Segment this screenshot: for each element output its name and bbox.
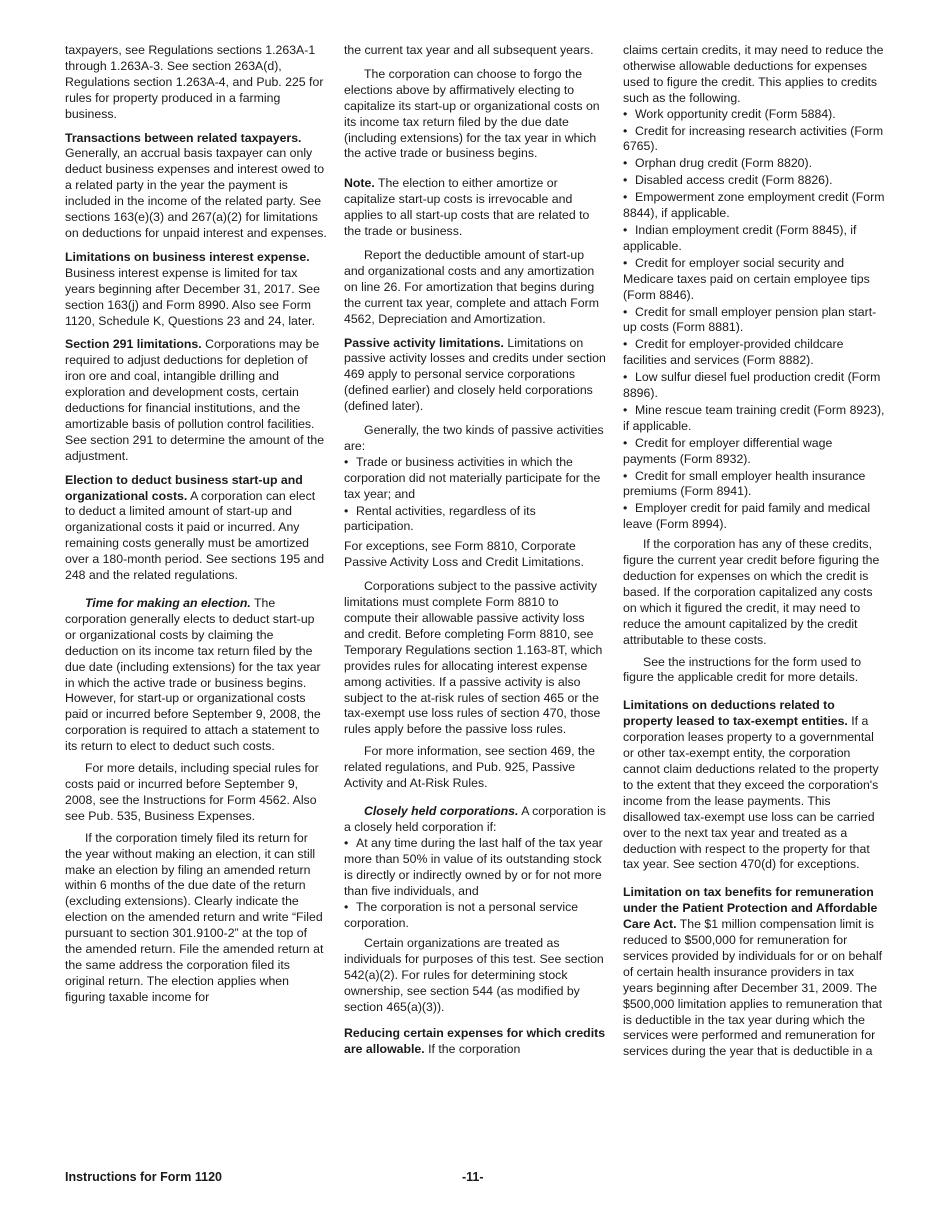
paragraph: If the corporation timely filed its return for the year without making an election, it can still make an election by filing an amended return within 6 months of the due date of the return (excluding extensions). Clearly indicate the election on the amended return and write “Filed pursuant to section 301.9100-2” at the top of the amended return. File the amended return at the same address the corporation filed its original return. The election applies when figuring taxable income for bbox=[65, 830, 324, 1004]
paragraph: See the instructions for the form used to figure the applicable credit for more details. bbox=[623, 654, 862, 685]
list-item: • Work opportunity credit (Form 5884). bbox=[623, 106, 836, 121]
paragraph: taxpayers, see Regulations sections 1.263A-1 through 1.263A-3. See section 263A(d), Regulations section 1.263A-4, and Pub. 225 for rules for property produced in a farming business. bbox=[65, 43, 324, 121]
paragraph bbox=[623, 698, 885, 873]
paragraph: Certain organizations are treated as individuals for purposes of this test. See section 542(a)(2). For rules for determining stock ownership, see section 544 (as modified by section 465(a)(3)). bbox=[344, 936, 604, 1014]
paragraph-text: A corporation is a closely held corporation if: bbox=[344, 803, 606, 834]
list-item: • At any time during the last half of the tax year more than 50% in value of its outstanding stock is directly or indirectly owned by or for not more than five individuals, and bbox=[344, 835, 603, 898]
paragraph: If the corporation has any of these credits, figure the current year credit before figuring the deduction for expenses on which the credit is based. If the corporation capitalized any costs on which it figured the credit, it may need to reduce the amount capitalized by the credit attributable to these costs. bbox=[623, 537, 880, 647]
section-heading: Transactions between related taxpayers. bbox=[65, 130, 302, 145]
paragraph bbox=[65, 337, 327, 464]
note-text: The election to either amortize or capitalize start-up costs is irrevocable and applies to all start-up costs that are related to the trade or business. bbox=[344, 176, 590, 239]
list-item: • The corporation is not a personal service corporation. bbox=[344, 900, 579, 931]
list-item: • Credit for employer differential wage payments (Form 8932). bbox=[623, 435, 833, 466]
note-label: Note. bbox=[344, 176, 375, 191]
section-heading: Limitations on deductions related to property leased to tax-exempt entities. bbox=[623, 698, 848, 729]
paragraph: Corporations subject to the passive activity limitations must complete Form 8810 to compute their allowable passive activity loss and credit. Before completing Form 8810, see Temporary Regulations section 1.163-8T, which provides rules for allocating interest expense among activities. If a passive activity is also subject to the at-risk rules of section 465 or the tax-exempt use loss rules of section 470, those rules apply before the passive loss rules. bbox=[344, 579, 603, 737]
paragraph: For exceptions, see Form 8810, Corporate Passive Activity Loss and Credit Limitations. bbox=[344, 539, 584, 570]
paragraph-text: Generally, an accrual basis taxpayer can only deduct business expenses and interest owed to a related party in the year the payment is included in the income of the related party. See sections 163(e)(3) and 267(a)(2) for limitations on deductions for unpaid interest and expenses. bbox=[65, 146, 327, 240]
paragraph: the current tax year and all subsequent years. bbox=[344, 43, 594, 57]
paragraph: Generally, the two kinds of passive activities are: bbox=[344, 423, 604, 453]
bullet-list bbox=[344, 455, 606, 536]
paragraph-text: Corporations may be required to adjust deductions for depletion of iron ore and coal, intangible drilling and exploration and development costs, certain deductions for financial institutions, and the amortizable basis of pollution control facilities. See section 291 to determine the amount of the adjustment. bbox=[65, 337, 325, 463]
paragraph bbox=[65, 596, 327, 755]
column-2 bbox=[344, 43, 606, 1066]
list-item: • Low sulfur diesel fuel production credit (Form 8896). bbox=[623, 370, 881, 401]
list-item: • Credit for employer-provided childcare facilities and services (Form 8882). bbox=[623, 337, 844, 368]
paragraph-text: If the corporation bbox=[428, 1041, 521, 1056]
paragraph: The corporation can choose to forgo the elections above by affirmatively electing to capitalize its start-up or organizational costs on its income tax return filed by the due date (including extensions) for the tax year in which the active trade or business begins. bbox=[344, 66, 600, 161]
list-item: • Rental activities, regardless of its participation. bbox=[344, 503, 536, 534]
paragraph: For more details, including special rules for costs paid or incurred before September 9, 2008, see the Instructions for Form 4562. Also see Pub. 535, Business Expenses. bbox=[65, 761, 319, 823]
paragraph bbox=[344, 804, 606, 836]
list-item: • Credit for small employer health insurance premiums (Form 8941). bbox=[623, 468, 866, 499]
section-heading: Election to deduct business start-up and organizational costs. bbox=[65, 472, 303, 503]
paragraph-text: Business interest expense is limited for tax years beginning after December 31, 2017. See section 163(j) and Form 8990. Also see Form 1120, Schedule K, Questions 23 and 24, later. bbox=[65, 265, 320, 328]
paragraph: claims certain credits, it may need to reduce the otherwise allowable deductions for expenses used to figure the credit. This applies to credits such as the following. bbox=[623, 43, 884, 105]
credits-list bbox=[623, 107, 885, 534]
section-heading: Reducing certain expenses for which credits are allowable. bbox=[344, 1025, 606, 1056]
list-item: • Trade or business activities in which the corporation did not materially participate for the tax year; and bbox=[344, 454, 601, 501]
document-title: Instructions for Form 1120 bbox=[65, 1170, 222, 1184]
section-heading: Limitation on tax benefits for remuneration under the Patient Protection and Affordable Care Act. bbox=[623, 885, 878, 932]
list-item: • Orphan drug credit (Form 8820). bbox=[623, 156, 813, 171]
list-item: • Credit for increasing research activities (Form 6765). bbox=[623, 123, 884, 154]
list-item: • Employer credit for paid family and medical leave (Form 8994). bbox=[623, 501, 871, 532]
paragraph bbox=[344, 1026, 606, 1058]
paragraph: Report the deductible amount of start-up and organizational costs and any amortization on line 26. For amortization that begins during the current tax year, complete and attach Form 4562, Depreciation and Amortization. bbox=[344, 247, 599, 326]
section-heading: Limitations on business interest expense. bbox=[65, 249, 310, 264]
paragraph-text: Limitations on passive activity losses and credits under section 469 apply to personal service corporations (defined earlier) and closely held corporations (defined later). bbox=[344, 335, 606, 414]
list-item: • Credit for employer social security and Medicare taxes paid on certain employee tips (Form 8846). bbox=[623, 255, 870, 302]
column-3 bbox=[623, 43, 885, 1068]
list-item: • Empowerment zone employment credit (Form 8844), if applicable. bbox=[623, 190, 885, 221]
bullet-list bbox=[344, 836, 606, 932]
section-heading: Passive activity limitations. bbox=[344, 335, 504, 350]
list-item: • Indian employment credit (Form 8845), if applicable. bbox=[623, 222, 857, 253]
paragraph bbox=[65, 131, 327, 242]
subsection-heading: Time for making an election. bbox=[85, 596, 251, 610]
paragraph-text: A corporation can elect to deduct a limited amount of start-up and organizational costs it paid or incurred. Any remaining costs generally must be amortized over a 180-month period. See sections 195 and 248 and the related regulations. bbox=[65, 488, 325, 583]
paragraph bbox=[623, 885, 885, 1060]
note bbox=[344, 176, 606, 240]
list-item: • Mine rescue team training credit (Form 8923), if applicable. bbox=[623, 402, 885, 433]
paragraph-text: The corporation generally elects to deduct start-up or organizational costs by claiming the deduction on its income tax return filed by the due date (including extensions) for the tax year in which the active trade or business begins. However, for start-up or organizational costs paid or incurred before September 9, 2008, the corporation is required to attach a statement to its return to elect to deduct such costs. bbox=[65, 596, 321, 754]
paragraph bbox=[344, 336, 606, 416]
page-number: -11- bbox=[462, 1170, 484, 1184]
column-1 bbox=[65, 43, 327, 1012]
paragraph-text: If a corporation leases property to a governmental or other tax-exempt entity, the corporation cannot claim deductions related to the property to the extent that they exceed the corporation's income from the lease payments. This disallowed tax-exempt use loss can be carried over to the next tax year and treated as a deduction with respect to the property for that tax year. See section 470(d) for exceptions. bbox=[623, 714, 879, 872]
paragraph bbox=[65, 473, 327, 584]
paragraph: For more information, see section 469, the related regulations, and Pub. 925, Passive Activity and At-Risk Rules. bbox=[344, 744, 596, 791]
subsection-heading: Closely held corporations. bbox=[364, 803, 519, 818]
list-item: • Disabled access credit (Form 8826). bbox=[623, 173, 833, 188]
section-heading: Section 291 limitations. bbox=[65, 337, 202, 352]
list-item: • Credit for small employer pension plan start-up costs (Form 8881). bbox=[623, 304, 877, 335]
paragraph-text: The $1 million compensation limit is reduced to $500,000 for remuneration for services provided by individuals for or on behalf of certain health insurance providers in tax years beginning after December 31, 2009. The $500,000 limitation applies to remuneration that is deductible in the tax year during which the services were performed and remuneration for services during the year that is deductible in a bbox=[623, 917, 883, 1059]
paragraph bbox=[65, 250, 327, 330]
